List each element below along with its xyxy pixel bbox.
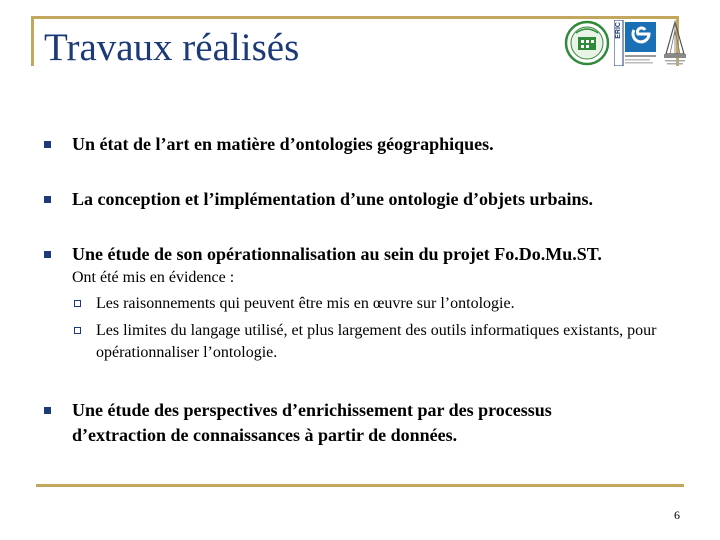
bullet-text: La conception et l’implémentation d’une ontologie d’objets urbains.: [72, 189, 594, 209]
title-frame-left: [31, 16, 34, 66]
footer-divider: [36, 484, 684, 487]
bullet-text: Une étude de son opérationnalisation au sein du projet Fo.Do.Mu.ST.: [72, 244, 602, 264]
page-number: 6: [674, 508, 680, 522]
bullet-item-1: [44, 132, 674, 157]
sub-item-2: [72, 320, 677, 364]
bullet-item-2: [44, 187, 674, 212]
sub-intro: Ont été mis en évidence :: [72, 269, 235, 286]
eric-logo: [614, 20, 658, 66]
bullet-item-3: [44, 242, 674, 267]
square-bullet-icon: [44, 407, 51, 414]
sub-item-1: [72, 293, 677, 315]
hollow-square-bullet-icon: [74, 300, 81, 307]
bullet-item-4: [44, 398, 644, 448]
building-logo-icon: [662, 20, 688, 66]
square-bullet-icon: [44, 196, 51, 203]
hollow-square-bullet-icon: [74, 327, 81, 334]
logo-group: [564, 20, 690, 66]
title-frame-top: [31, 16, 679, 19]
bullet-text: Une étude des perspectives d’enrichissement par des processus d’extraction de connaissances à partir de données.: [72, 400, 552, 445]
page-title: Travaux réalisés: [44, 26, 300, 69]
green-seal-logo-icon: [564, 20, 610, 66]
square-bullet-icon: [44, 251, 51, 258]
eric-logo-label: ERIC: [615, 22, 622, 39]
bullet-text: Un état de l’art en matière d’ontologies géographiques.: [72, 134, 494, 154]
sub-item-text: Les limites du langage utilisé, et plus largement des outils informatiques existants, pour opérationnaliser l’ontologie.: [96, 322, 657, 361]
square-bullet-icon: [44, 141, 51, 148]
sub-item-text: Les raisonnements qui peuvent être mis en œuvre sur l’ontologie.: [96, 295, 515, 312]
